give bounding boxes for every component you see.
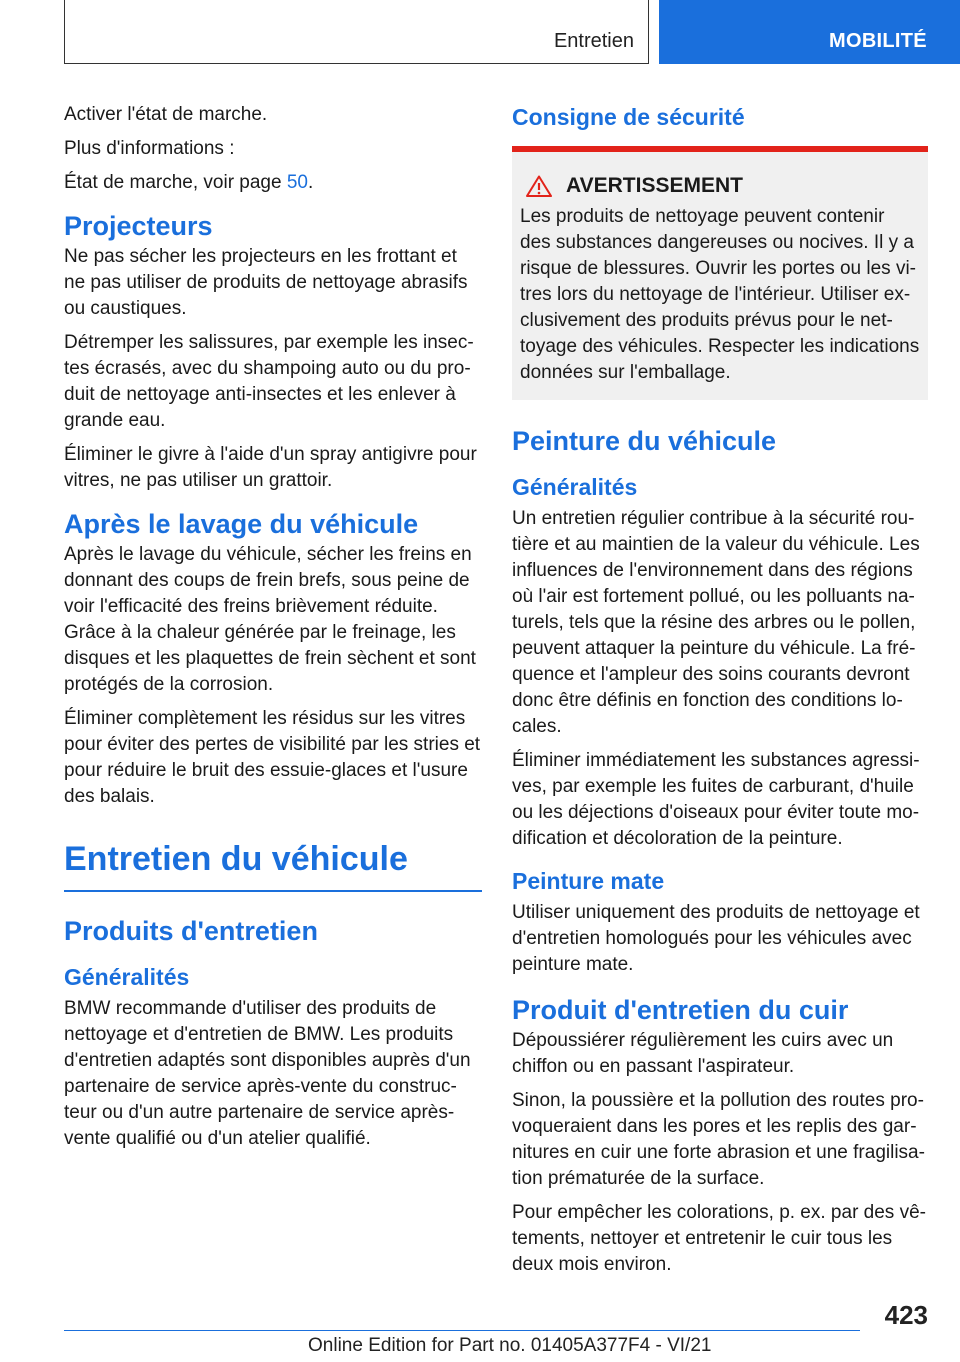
warning-text: Les produits de nettoyage peuvent contenir des substances dangereuses ou nocives. Il y a risque de blessures. Ouvrir les portes ou les vitres lors du nettoyage de l'intérieur. Utiliser exclusivement des produits prévus pour le nettoyage des véhicules. Respecter les indications données sur l'emballage.	[520, 206, 920, 383]
paragraph: Éliminer le givre à l'aide d'un spray antigivre pour vitres, ne pas utiliser un grattoir.	[64, 444, 477, 491]
heading-peinture-vehicule: Peinture du véhicule	[512, 426, 777, 456]
heading-projecteurs: Projecteurs	[64, 211, 213, 241]
paragraph: Pour empêcher les colorations, p. ex. par des vêtements, nettoyer et entretenir le cuir tous les deux mois environ.	[512, 1202, 926, 1275]
page-link[interactable]: 50	[286, 172, 308, 193]
paragraph: Éliminer immédiatement les substances agressives, par exemple les fuites de carburant, d'huile ou les déjections d'oiseaux pour éviter toute modification et décoloration de la peinture.	[512, 750, 920, 849]
heading-entretien-vehicule: Entretien du véhicule	[64, 838, 482, 892]
heading-consigne-securite: Consigne de sécurité	[512, 104, 745, 130]
heading-apres-lavage: Après le lavage du véhicule	[64, 509, 419, 539]
paragraph: Détremper les salissures, par exemple les insectes écrasés, avec du shampoing auto ou du produit de nettoyage anti-insectes et les enlever à grande eau.	[64, 332, 474, 431]
paragraph: Après le lavage du véhicule, sécher les freins en donnant des coups de frein brefs, sous peine de voir l'efficacité des freins brièvement réduite. Grâce à la chaleur générée par le freinage, les disques et les plaquettes de frein sèchent et sont protégés de la corrosion.	[64, 544, 476, 695]
header-chapter-tab	[659, 0, 960, 64]
paragraph: Dépoussiérer régulièrement les cuirs avec un chiffon ou en passant l'aspirateur.	[512, 1030, 894, 1077]
warning-triangle-icon	[526, 175, 552, 197]
right-column	[512, 102, 928, 1286]
text-more-info: Plus d'informations :	[64, 138, 235, 159]
heading-produits-entretien: Produits d'entretien	[64, 916, 318, 946]
header-section-box	[64, 0, 649, 64]
footer-edition: Online Edition for Part no. 01405A377F4 - VI/21	[308, 1335, 712, 1356]
text-reference: État de marche, voir page 50.	[64, 172, 314, 193]
paragraph: Un entretien régulier contribue à la sécurité routière et au maintien de la valeur du véhicule. Les influences de l'environnement dans des régions où l'air est fortement pollué, ou les polluants naturels, tels que la résine des arbres ou le pollen, peuvent attaquer la peinture du véhicule. La fréquence et l'ampleur des soins courants devront donc être définis en fonction des conditions locales.	[512, 508, 920, 737]
heading-generalites: Généralités	[512, 474, 638, 500]
warning-box	[512, 146, 928, 400]
warning-header	[520, 174, 920, 198]
paragraph: Ne pas sécher les projecteurs en les frottant et ne pas utiliser de produits de nettoyage abrasifs ou caustiques.	[64, 246, 468, 319]
left-column	[64, 102, 482, 1160]
paragraph: Sinon, la poussière et la pollution des routes provoqueraient dans les pores et les replis des garnitures en cuir une forte abrasion et une fragilisation prématurée de la surface.	[512, 1090, 925, 1189]
paragraph: BMW recommande d'utiliser des produits de nettoyage et d'entretien de BMW. Les produits d'entretien adaptés sont disponibles auprès d'un partenaire de service après-vente du constructeur ou d'un autre partenaire de service après-vente qualifié ou d'un atelier qualifié.	[64, 998, 471, 1149]
page-number: 423	[884, 1300, 928, 1330]
heading-produit-cuir: Produit d'entretien du cuir	[512, 995, 849, 1025]
heading-peinture-mate: Peinture mate	[512, 868, 665, 894]
footer-divider	[64, 1330, 860, 1331]
heading-generalites: Généralités	[64, 964, 190, 990]
header-chapter-label: MOBILITÉ	[829, 30, 927, 52]
paragraph: Utiliser uniquement des produits de nettoyage et d'entretien homologués pour les véhicules avec peinture mate.	[512, 902, 920, 975]
warning-title: AVERTISSEMENT	[566, 174, 743, 197]
header-section-title: Entretien	[553, 30, 634, 52]
text-activate: Activer l'état de marche.	[64, 104, 268, 125]
paragraph: Éliminer complètement les résidus sur les vitres pour éviter des pertes de visibilité par les stries et pour réduire le bruit des essuie-glaces et l'usure des balais.	[64, 708, 481, 807]
